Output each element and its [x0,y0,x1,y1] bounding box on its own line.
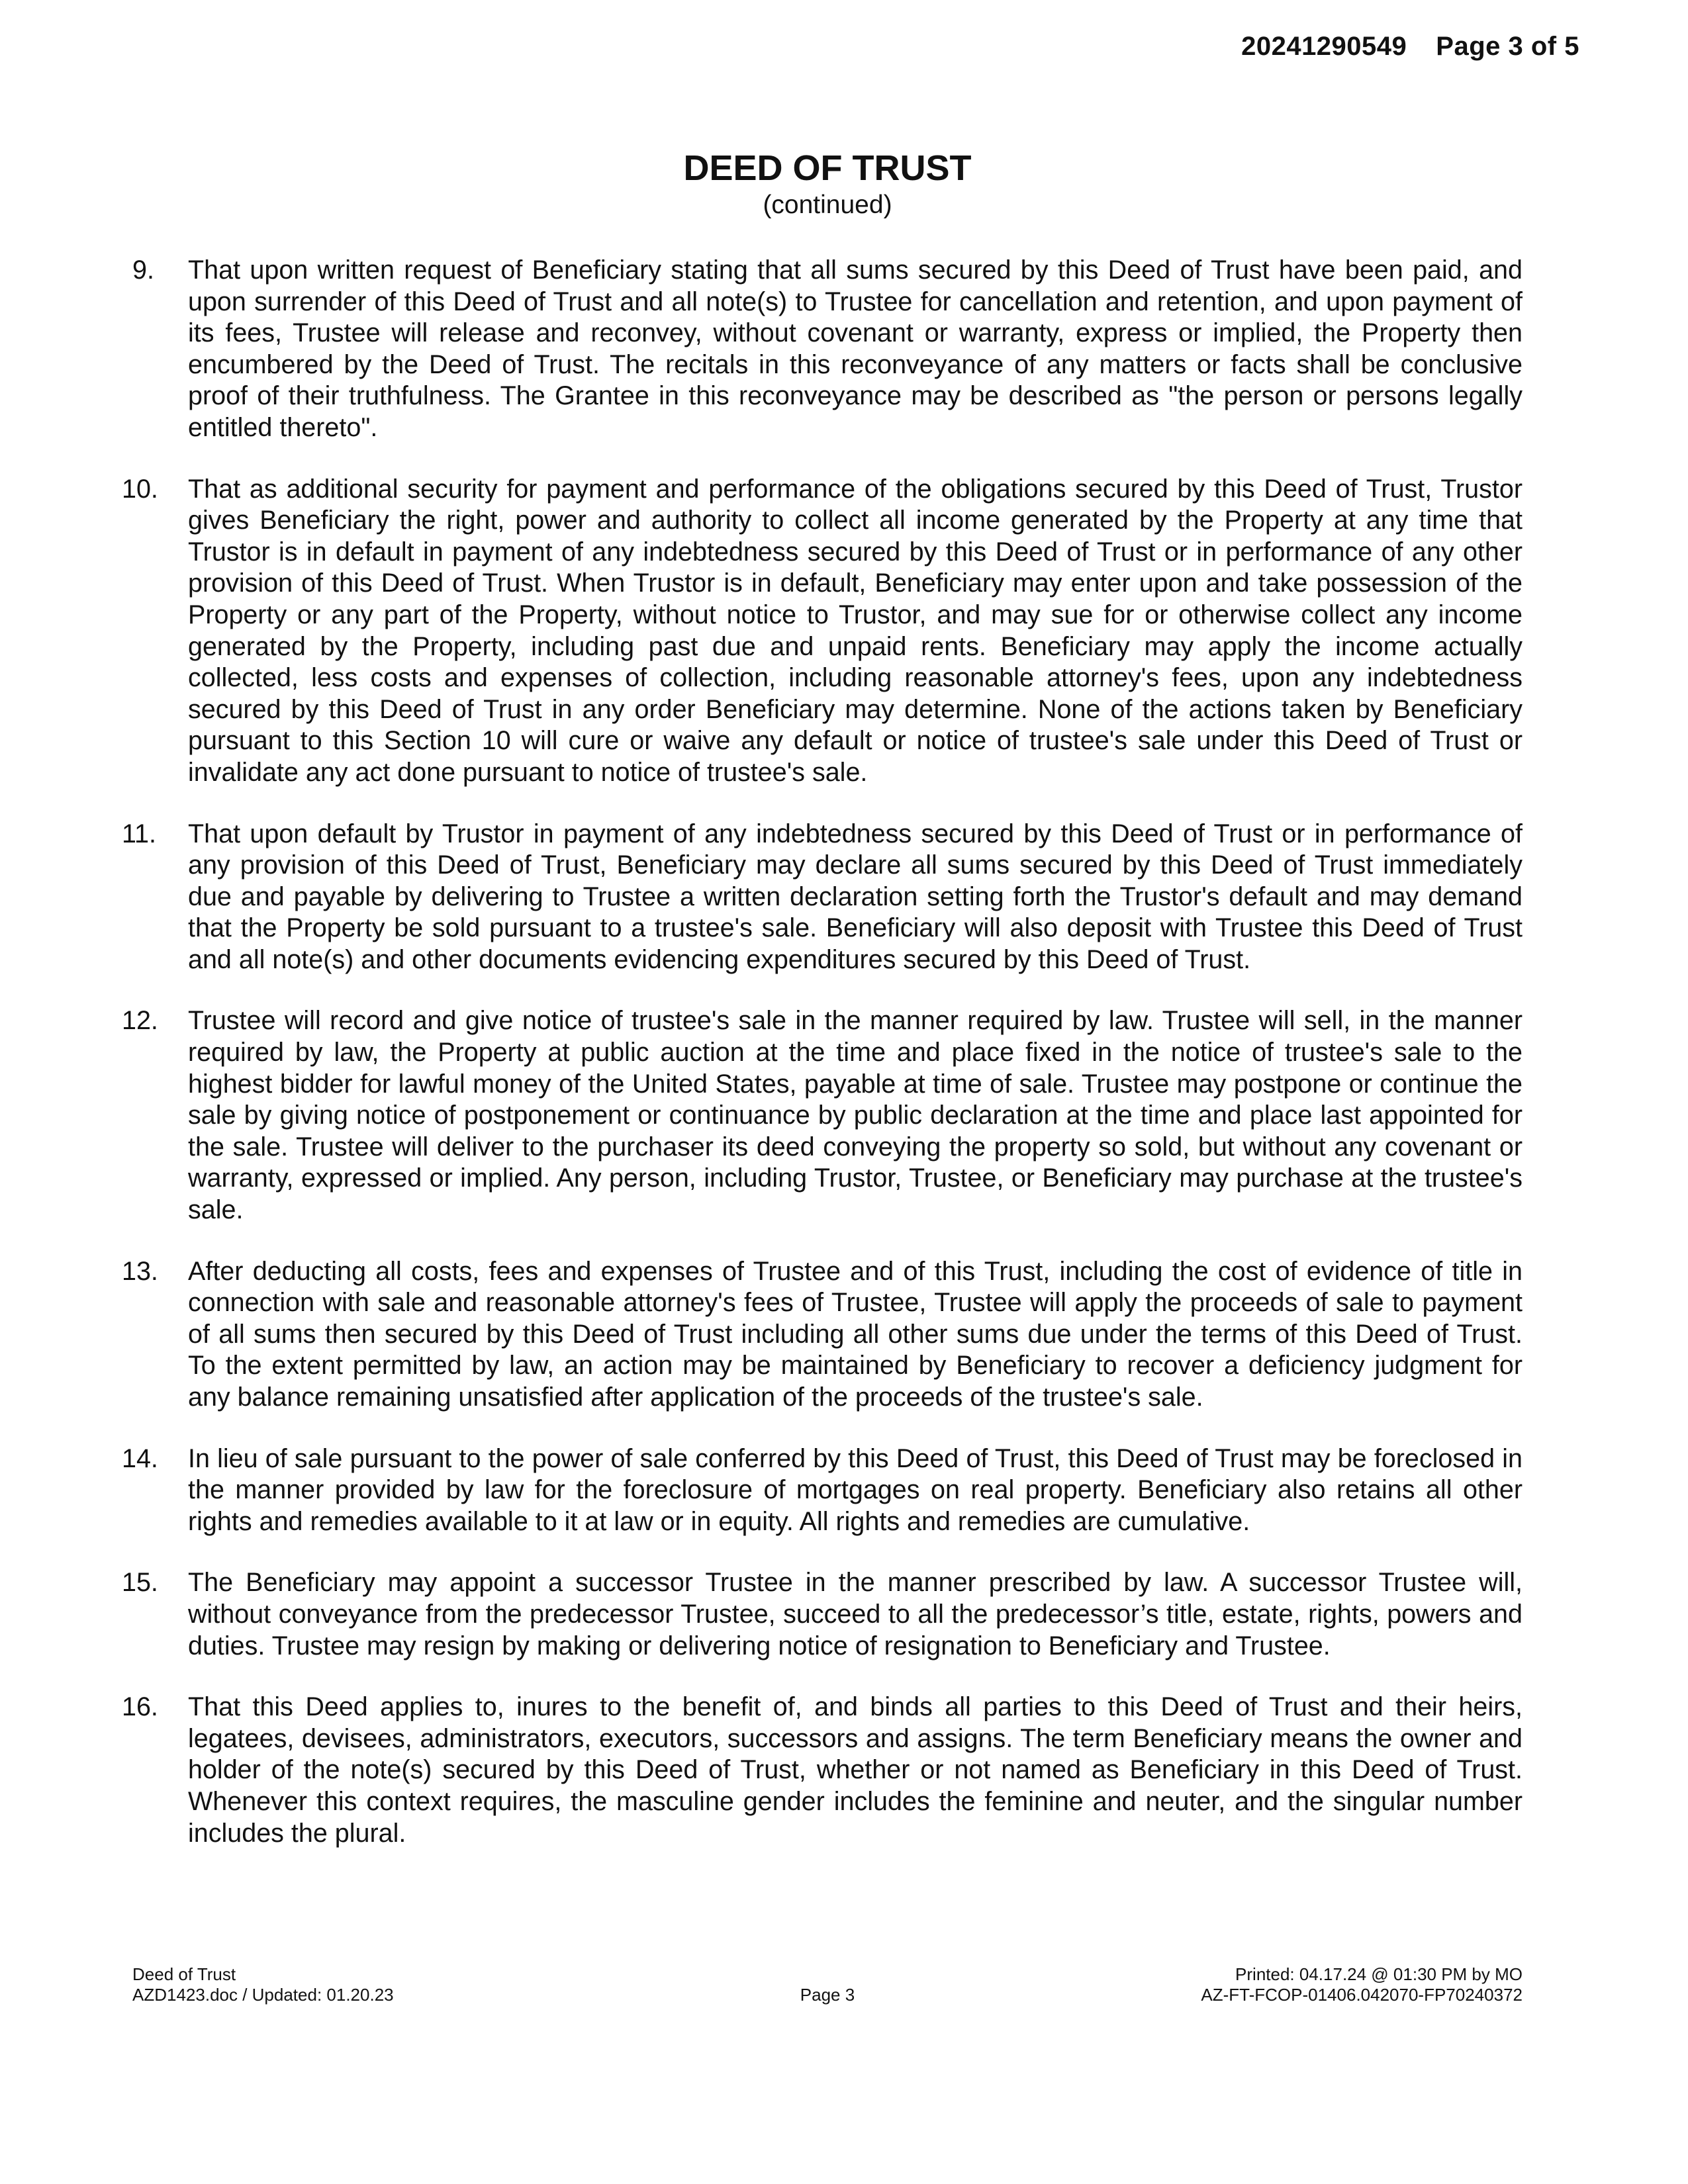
footer-printed: Printed: 04.17.24 @ 01:30 PM by MO [1235,1964,1523,1984]
clause-number: 16. [122,1692,158,1722]
clause-text: Trustee will record and give notice of trustee's sale in the manner required by law. Trustee will sell, in the manner required by law, the Property at public auction at the time and place fixed in the notice of trustee's sale to the highest bidder for lawful money of the United States, payable at time of sale. Trustee may postpone or continue the sale by giving notice of postponement or continuance by public declaration at the time and place last appointed for the sale. Trustee will deliver to the purchaser its deed conveying the property so sold, but without any covenant or warranty, expressed or implied. Any person, including Trustor, Trustee, or Beneficiary may purchase at the trustee's sale. [188,1006,1523,1225]
recording-header [1241,32,1579,62]
footer-form-file: AZD1423.doc / Updated: 01.20.23 [132,1985,394,2005]
clause-list [122,255,1523,1879]
clause-number: 9. [132,255,154,285]
clause-number: 15. [122,1568,158,1598]
document-number: 20241290549 [1241,32,1407,61]
page-subtitle: (continued) [763,191,892,219]
page-title: DEED OF TRUST [683,148,972,188]
clause-15 [122,1567,1523,1662]
clause-number: 14. [122,1443,158,1473]
clause-16 [122,1692,1523,1849]
footer-page-label: Page 3 [800,1985,855,2005]
clause-number: 13. [122,1256,158,1286]
clause-10 [122,474,1523,789]
clause-text: The Beneficiary may appoint a successor Trustee in the manner prescribed by law. A successor Trustee will, without conveyance from the predecessor Trustee, succeed to all the predecessor’s title, estate, rights, powers and duties. Trustee may resign by making or delivering notice of resignation to Beneficiary and Trustee. [188,1568,1523,1661]
footer-form-name: Deed of Trust [132,1964,236,1984]
clause-number: 10. [122,474,158,504]
clause-number: 12. [122,1006,158,1036]
footer-file-ref: AZ-FT-FCOP-01406.042070-FP70240372 [1201,1985,1523,2005]
clause-14 [122,1443,1523,1538]
page-footer [132,1964,1523,2011]
clause-text: That as additional security for payment and performance of the obligations secured by this Deed of Trust, Trustor gives Beneficiary the right, power and authority to collect all income generated by the Property at any time that Trustor is in default in payment of any indebtedness secured by this Deed of Trust or in performance of any other provision of this Deed of Trust. When Trustor is in default, Beneficiary may enter upon and take possession of the Property or any part of the Property, without notice to Trustor, and may sue for or otherwise collect any income generated by the Property, including past due and unpaid rents. Beneficiary may apply the income actually collected, less costs and expenses of collection, including reasonable attorney's fees, upon any indebtedness secured by this Deed of Trust in any order Beneficiary may determine. None of the actions taken by Beneficiary pursuant to this Section 10 will cure or waive any default or notice of trustee's sale under this Deed of Trust or invalidate any act done pursuant to notice of trustee's sale. [188,474,1523,787]
title-block [0,147,1655,221]
clause-text: In lieu of sale pursuant to the power of sale conferred by this Deed of Trust, this Deed of Trust may be foreclosed in the manner provided by law for the foreclosure of mortgages on real property. Beneficiary also retains all other rights and remedies available to it at law or in equity. All rights and remedies are cumulative. [188,1443,1523,1536]
clause-12 [122,1005,1523,1226]
clause-text: That upon default by Trustor in payment of any indebtedness secured by this Deed of Trust or in performance of any provision of this Deed of Trust, Beneficiary may declare all sums secured by this Deed of Trust immediately due and payable by delivering to Trustee a written declaration setting forth the Trustor's default and may demand that the Property be sold pursuant to a trustee's sale. Beneficiary will also deposit with Trustee this Deed of Trust and all note(s) and other documents evidencing expenditures secured by this Deed of Trust. [188,819,1523,974]
clause-number: 11. [122,819,156,848]
footer-print-info [1201,1964,1523,2005]
clause-11 [122,819,1523,976]
clause-13 [122,1256,1523,1414]
clause-text: After deducting all costs, fees and expenses of Trustee and of this Trust, including the cost of evidence of title in connection with sale and reasonable attorney's fees of Trustee, Trustee will apply the proceeds of sale to payment of all sums then secured by this Deed of Trust including all other sums due under the terms of this Deed of Trust. To the extent permitted by law, an action may be maintained by Beneficiary to recover a deficiency judgment for any balance remaining unsatisfied after application of the proceeds of the trustee's sale. [188,1256,1523,1412]
page-indicator: Page 3 of 5 [1436,32,1579,61]
clause-text: That upon written request of Beneficiary stating that all sums secured by this Deed of Trust have been paid, and upon surrender of this Deed of Trust and all note(s) to Trustee for cancellation and retention, and upon payment of its fees, Trustee will release and reconvey, without covenant or warranty, express or implied, the Property then encumbered by the Deed of Trust. The recitals in this reconveyance of any matters or facts shall be conclusive proof of their truthfulness. The Grantee in this reconveyance may be described as "the person or persons legally entitled thereto". [188,255,1523,442]
clause-text: That this Deed applies to, inures to the benefit of, and binds all parties to this Deed of Trust and their heirs, legatees, devisees, administrators, executors, successors and assigns. The term Beneficiary means the owner and holder of the note(s) secured by this Deed of Trust, whether or not named as Beneficiary in this Deed of Trust. Whenever this context requires, the masculine gender includes the feminine and neuter, and the singular number includes the plural. [188,1692,1523,1848]
clause-9 [132,255,1523,444]
